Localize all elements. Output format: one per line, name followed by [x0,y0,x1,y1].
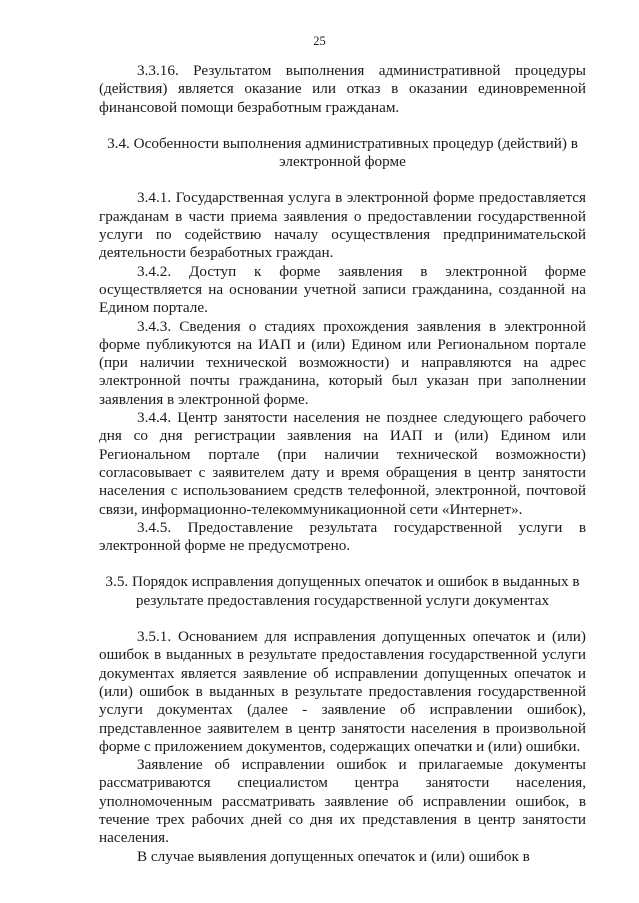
spacer [99,171,586,189]
paragraph-3-5-1: 3.5.1. Основанием для исправления допущенных опечаток и (или) ошибок в выданных в результате предоставления государственной услуги документах является заявление об исправлении допущенных опечаток и (или) ошибок в выданных в результате предоставления государственной услуги документах (далее - заявление об исправлении ошибок), представленное заявителем в центр занятости населения в произвольной форме с приложением документов, содержащих опечатки и (или) ошибки. [99,628,586,755]
spacer [99,610,586,628]
section-heading-3-4: 3.4. Особенности выполнения административных процедур (действий) в электронной форме [107,134,578,171]
paragraph-3-5-errors-found: В случае выявления допущенных опечаток и (или) ошибок в [137,847,530,865]
paragraph-3-4-1: 3.4.1. Государственная услуга в электронной форме предоставляется гражданам в части приема заявления о предоставлении государственной услуги по содействию началу осуществления предпринимательской деятельности безработных граждан. [99,189,586,262]
section-heading-3-5: 3.5. Порядок исправления допущенных опечаток и ошибок в выданных в результате предоставления государственной услуги документах [105,573,580,609]
document-body [99,62,586,866]
page-number: 25 [313,34,326,48]
paragraph-3-4-4: 3.4.4. Центр занятости населения не позднее следующего рабочего дня со дня регистрации заявления на ИАП и (или) Едином или Региональном портале (при наличии технической возможности) согласовывает с заявителем дату и время обращения в центр занятости населения с использованием средств телефонной, электронной, почтовой связи, информационно-телекоммуникационной сети «Интернет». [99,409,586,518]
paragraph-3-4-5: 3.4.5. Предоставление результата государственной услуги в электронной форме не предусмотрено. [99,518,586,555]
paragraph-3-5-review: Заявление об исправлении ошибок и прилагаемые документы рассматриваются специалистом центра занятости населения, уполномоченным рассматривать заявление об исправлении ошибок, в течение трех рабочих дней со дня их представления в центр занятости населения. [99,756,586,847]
spacer [99,555,586,573]
paragraph-3-4-3: 3.4.3. Сведения о стадиях прохождения заявления в электронной форме публикуются на ИАП и (или) Едином или Региональном портале (при наличии технической возможности) и направляются на адрес электронной почты гражданина, который был указан при заполнении заявления в электронной форме. [99,317,586,408]
paragraph-3-3-16: 3.3.16. Результатом выполнения административной процедуры (действия) является оказание или отказ в оказании единовременной финансовой помощи безработным гражданам. [99,62,586,116]
paragraph-3-4-2: 3.4.2. Доступ к форме заявления в электронной форме осуществляется на основании учетной записи гражданина, созданной на Едином портале. [99,262,586,317]
spacer [99,117,586,135]
